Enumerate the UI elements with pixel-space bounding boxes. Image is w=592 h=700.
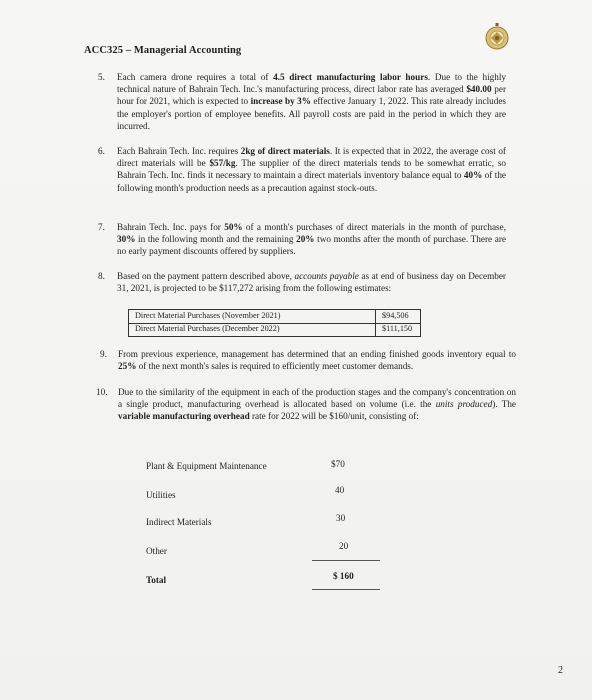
course-title: ACC325 – Managerial Accounting [84,45,242,56]
item-8-text [117,270,506,294]
item-5-text [117,71,506,132]
item-number: 9. [100,349,107,359]
item-number: 5. [98,72,105,82]
overhead-label: Other [146,546,167,556]
overhead-label: Plant & Equipment Maintenance [146,461,267,471]
item-number: 7. [98,222,105,232]
table-cell-label: Direct Material Purchases (November 2021) [135,311,281,320]
table-cell-value: $94,506 [382,311,409,320]
overhead-label: Indirect Materials [146,517,212,527]
text-run: From previous experience, management has determined that an ending finished goods inventory equal to [118,349,516,359]
text-run: rate for 2022 will be $160/unit, consisting of: [249,411,419,422]
overhead-label: Utilities [146,490,176,500]
text-run: Each camera drone requires a total of [117,72,274,82]
overhead-value: $70 [331,459,345,469]
item-9-text [118,348,516,372]
overhead-value: 30 [336,513,346,523]
page-number: 2 [558,665,563,676]
item-10-text [118,386,516,423]
text-run: accounts payable [294,271,359,281]
table-cell-label: Direct Material Purchases (December 2022) [135,324,280,333]
text-run: ). The [492,399,516,410]
text-run: 30% [117,234,136,245]
university-emblem-icon [480,22,514,52]
item-6-text [117,145,506,194]
overhead-value: 40 [335,485,345,495]
text-run: of a month's purchases of direct materials in the month of purchase, [242,222,507,232]
text-run: Each Bahrain Tech. Inc. requires [117,146,241,156]
text-run: variable manufacturing overhead [118,411,250,422]
overhead-value: 20 [339,541,349,551]
text-run: 2kg of direct materials [240,146,330,156]
text-run: $57/kg [209,158,236,169]
text-run: $40.00 [466,84,492,95]
item-number: 10. [96,387,108,397]
text-run: as at end of business day on December 31, 2021, is projected to be $117,272 arising from the following estimates: [117,271,506,294]
text-run: 20% [296,234,315,245]
purchases-table [128,309,421,337]
text-run: 25% [118,361,137,372]
text-run: Based on the payment pattern described above, [117,271,295,281]
text-run: of the next month's sales is required to efficiently meet customer demands. [136,361,414,372]
table-cell-value: $111,150 [382,324,413,333]
text-run: increase by 3% [250,96,311,107]
text-run: in the following month and the remaining [135,234,297,245]
text-run: . Due to the highly technical nature of Bahrain Tech. Inc.'s manufacturing process, direct labor rate has averaged [117,72,506,95]
text-run: 40% [463,170,483,181]
overhead-total-label: Total [146,575,167,585]
item-number: 8. [98,271,105,281]
item-number: 6. [98,146,105,156]
text-run: 4.5 direct manufacturing labor hours [273,72,428,82]
text-run: two months after the month of purchase. There are no early payment discounts offered by suppliers. [117,234,506,257]
total-rule [312,589,380,590]
table-row [129,310,420,324]
item-7-text [117,221,506,258]
text-run: effective January 1, 2022. This rate already includes the employer's portion of employee benefits. All payroll costs are paid in the period in which they are incurred. [117,96,506,131]
text-run: . It is expected that in 2022, the average cost of direct materials will be [117,146,506,169]
text-run: units produced [435,399,493,410]
table-divider [375,310,376,336]
text-run: per hour for 2021, which is expected to [117,84,506,107]
text-run: Bahrain Tech. Inc. pays for [117,222,225,232]
text-run: Due to the similarity of the equipment in each of the production stages and the company's concentration on a single product, manufacturing overhead is allocated based on volume (i.e. the [118,387,516,410]
subtotal-rule [312,560,380,561]
table-row [129,323,420,336]
text-run: . The supplier of the direct materials tends to be somewhat erratic, so Bahrain Tech. Inc. finds it necessary to maintain a direct materials inventory balance equal to [117,158,506,181]
text-run: 50% [224,222,243,232]
overhead-total-value: $ 160 [333,571,354,581]
text-run: of the following month's production needs as a precaution against stock-outs. [117,170,506,193]
